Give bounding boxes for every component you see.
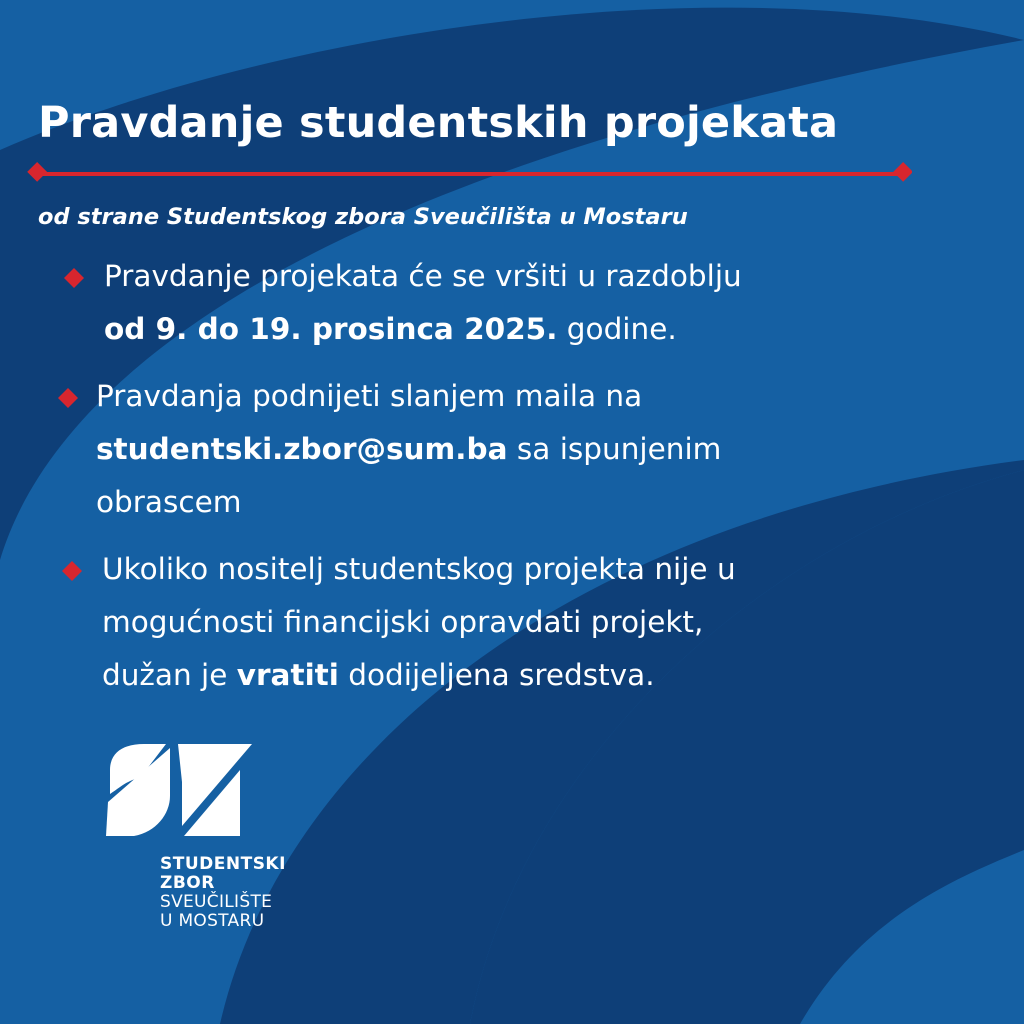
- logo-wordmark: [160, 855, 286, 931]
- bullet-line: dodijeljena sredstva.: [338, 658, 655, 692]
- bullet-line: dužan je: [102, 658, 237, 692]
- diamond-bullet-icon: [62, 266, 86, 290]
- bullet-text: [102, 543, 920, 702]
- page-title: Pravdanje studentskih projekata: [38, 98, 839, 148]
- subtitle: od strane Studentskog zbora Sveučilišta u Mostaru: [38, 204, 688, 230]
- title-underline: [24, 160, 912, 188]
- bullet-line: mogućnosti financijski opravdati projekt,: [102, 605, 704, 639]
- diamond-bullet-icon: [56, 386, 80, 410]
- bullet-line: Pravdanja podnijeti slanjem maila na: [96, 379, 643, 413]
- diamond-bullet-icon: [60, 559, 84, 583]
- sz-monogram-logo-icon: [100, 740, 260, 848]
- bullet-bold-date: od 9. do 19. prosinca 2025.: [104, 312, 558, 346]
- bullet-submission: [56, 370, 916, 529]
- bullet-text: [96, 370, 916, 529]
- logo-line: ZBOR: [160, 873, 215, 893]
- bullet-line: obrascem: [96, 485, 242, 519]
- bullet-line: sa ispunjenim: [507, 432, 722, 466]
- bullet-text: [104, 250, 922, 356]
- logo-line: SVEUČILIŠTE: [160, 892, 273, 912]
- bullet-refund: [60, 543, 920, 702]
- email-address: studentski.zbor@sum.ba: [96, 432, 508, 466]
- bullet-line: Pravdanje projekata će se vršiti u razdoblju: [104, 259, 742, 293]
- bullet-bold-word: vratiti: [236, 658, 339, 692]
- logo-line: U MOSTARU: [160, 911, 265, 931]
- bullet-line: godine.: [557, 312, 677, 346]
- bullet-line: Ukoliko nositelj studentskog projekta nije u: [102, 552, 736, 586]
- bullet-period: [62, 250, 922, 356]
- logo-line: STUDENTSKI: [160, 854, 286, 874]
